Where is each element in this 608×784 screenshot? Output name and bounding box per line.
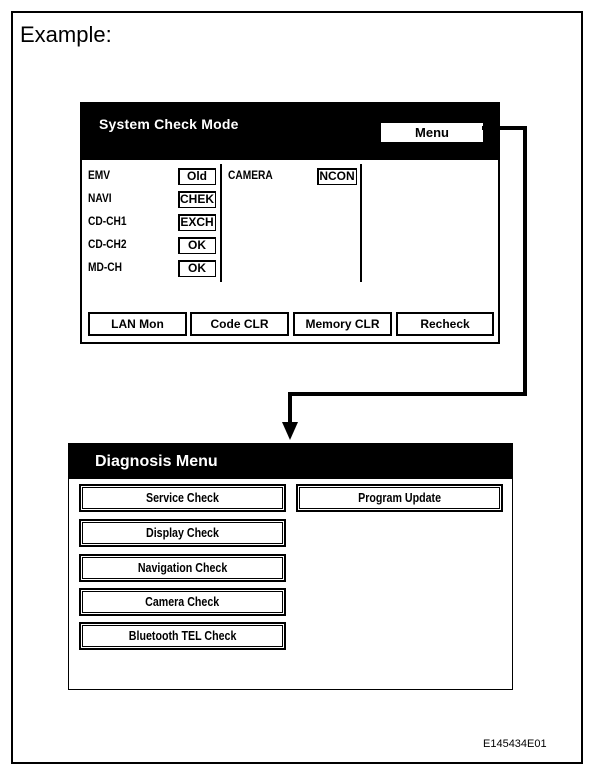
system-check-screen bbox=[80, 102, 500, 344]
camera-check-label: Camera Check bbox=[145, 594, 220, 609]
device-status-navi: CHEK bbox=[179, 192, 214, 206]
column-divider bbox=[220, 164, 222, 282]
device-status-cd-ch2: OK bbox=[178, 237, 216, 254]
service-check-label: Service Check bbox=[146, 490, 219, 505]
connector-line bbox=[288, 392, 527, 396]
example-label: Example: bbox=[20, 22, 112, 47]
connector-line bbox=[482, 126, 527, 130]
navigation-check-label: Navigation Check bbox=[137, 560, 228, 575]
device-label-cd-ch1: CD-CH1 bbox=[88, 214, 127, 228]
program-update-button[interactable] bbox=[296, 484, 503, 512]
system-check-title: System Check Mode bbox=[99, 116, 239, 132]
column-divider bbox=[360, 164, 362, 282]
camera-check-button[interactable] bbox=[79, 588, 286, 616]
reference-code: E145434E01 bbox=[483, 738, 547, 750]
bluetooth-tel-check-label: Bluetooth TEL Check bbox=[128, 628, 237, 643]
device-label-cd-ch2: CD-CH2 bbox=[88, 237, 127, 251]
service-check-button[interactable] bbox=[79, 484, 286, 512]
arrow-down-icon bbox=[282, 422, 298, 440]
recheck-button[interactable]: Recheck bbox=[396, 312, 494, 336]
device-status-md-ch: OK bbox=[178, 260, 216, 277]
connector-line bbox=[288, 392, 292, 424]
diagnosis-menu-header bbox=[69, 444, 512, 479]
device-status-emv: Old bbox=[178, 168, 216, 185]
display-check-button[interactable] bbox=[79, 519, 286, 547]
connector-line bbox=[523, 126, 527, 396]
device-label-navi: NAVI bbox=[88, 191, 112, 205]
menu-button[interactable]: Menu bbox=[380, 122, 484, 143]
device-status-camera: NCON bbox=[317, 168, 357, 185]
bluetooth-tel-check-button[interactable] bbox=[79, 622, 286, 650]
lan-mon-button[interactable]: LAN Mon bbox=[88, 312, 187, 336]
navigation-check-button[interactable] bbox=[79, 554, 286, 582]
system-check-header bbox=[82, 104, 498, 160]
device-label-emv: EMV bbox=[88, 168, 111, 182]
memory-clr-button[interactable]: Memory CLR bbox=[293, 312, 392, 336]
diagnosis-menu-screen bbox=[68, 443, 513, 690]
program-update-label: Program Update bbox=[358, 490, 441, 505]
diagnosis-menu-title: Diagnosis Menu bbox=[95, 453, 218, 470]
device-label-md-ch: MD-CH bbox=[88, 260, 122, 274]
display-check-label: Display Check bbox=[146, 525, 219, 540]
code-clr-button[interactable]: Code CLR bbox=[190, 312, 289, 336]
device-label-camera: CAMERA bbox=[228, 168, 273, 182]
device-status-cd-ch1: EXCH bbox=[178, 214, 216, 231]
